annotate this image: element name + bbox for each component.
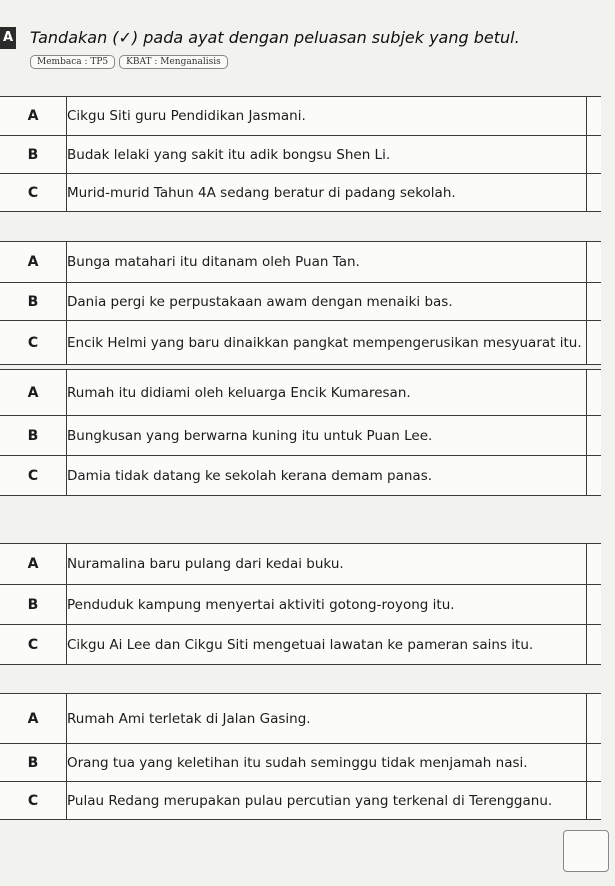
option-row xyxy=(0,321,601,365)
option-text: Bungkusan yang berwarna kuning itu untuk Puan Lee. xyxy=(67,416,587,456)
option-letter: B xyxy=(0,416,67,456)
tick-box[interactable] xyxy=(587,416,602,456)
option-letter: B xyxy=(0,744,67,782)
option-row xyxy=(0,585,601,625)
tick-box[interactable] xyxy=(587,544,602,585)
tag-tp: Membaca : TP5 xyxy=(30,55,115,69)
option-letter: B xyxy=(0,585,67,625)
option-row xyxy=(0,242,601,283)
option-letter: C xyxy=(0,174,67,212)
option-letter: A xyxy=(0,370,67,416)
option-letter: B xyxy=(0,283,67,321)
section-marker: A xyxy=(0,27,16,49)
option-row xyxy=(0,370,601,416)
option-text: Bunga matahari itu ditanam oleh Puan Tan. xyxy=(67,242,587,283)
instruction-text: Tandakan (✓) pada ayat dengan peluasan subjek yang betul. xyxy=(30,28,520,47)
option-text: Rumah itu didiami oleh keluarga Encik Kumaresan. xyxy=(67,370,587,416)
option-row xyxy=(0,544,601,585)
option-text: Cikgu Siti guru Pendidikan Jasmani. xyxy=(67,97,587,136)
option-text: Encik Helmi yang baru dinaikkan pangkat mempengerusikan mesyuarat itu. xyxy=(67,334,582,351)
tick-box[interactable] xyxy=(587,694,602,744)
option-text: Budak lelaki yang sakit itu adik bongsu Shen Li. xyxy=(67,136,587,174)
option-row xyxy=(0,416,601,456)
option-letter: A xyxy=(0,242,67,283)
question-4 xyxy=(0,543,601,665)
option-text: Nuramalina baru pulang dari kedai buku. xyxy=(67,544,587,585)
answer-box[interactable] xyxy=(563,830,609,872)
tick-box[interactable] xyxy=(587,174,602,212)
option-row xyxy=(0,456,601,496)
tag-kbat: KBAT : Menganalisis xyxy=(119,55,228,69)
skill-tags xyxy=(30,55,228,69)
option-letter: B xyxy=(0,136,67,174)
question-1 xyxy=(0,96,601,212)
tick-box[interactable] xyxy=(587,321,602,365)
option-row xyxy=(0,174,601,212)
option-text: Penduduk kampung menyertai aktiviti gotong-royong itu. xyxy=(67,585,587,625)
option-text: Cikgu Ai Lee dan Cikgu Siti mengetuai lawatan ke pameran sains itu. xyxy=(67,636,534,653)
option-text: Pulau Redang merupakan pulau percutian yang terkenal di Terengganu. xyxy=(67,792,553,809)
tick-box[interactable] xyxy=(587,744,602,782)
option-letter: C xyxy=(0,625,67,665)
tick-box[interactable] xyxy=(587,585,602,625)
tick-box[interactable] xyxy=(587,625,602,665)
tick-box[interactable] xyxy=(587,136,602,174)
tick-box[interactable] xyxy=(587,456,602,496)
tick-box[interactable] xyxy=(587,242,602,283)
option-text: Damia tidak datang ke sekolah kerana demam panas. xyxy=(67,467,433,484)
tick-box[interactable] xyxy=(587,283,602,321)
option-row xyxy=(0,625,601,665)
option-text: Murid-murid Tahun 4A sedang beratur di padang sekolah. xyxy=(67,184,456,201)
question-3 xyxy=(0,369,601,496)
tick-box[interactable] xyxy=(587,782,602,820)
tick-box[interactable] xyxy=(587,370,602,416)
option-letter: A xyxy=(0,694,67,744)
question-5 xyxy=(0,693,601,820)
option-row xyxy=(0,136,601,174)
option-letter: A xyxy=(0,97,67,136)
option-row xyxy=(0,97,601,136)
tick-box[interactable] xyxy=(587,97,602,136)
option-row xyxy=(0,744,601,782)
option-letter: C xyxy=(0,321,67,365)
option-row xyxy=(0,782,601,820)
option-text: Orang tua yang keletihan itu sudah seminggu tidak menjamah nasi. xyxy=(67,744,587,782)
question-2 xyxy=(0,241,601,365)
option-letter: C xyxy=(0,782,67,820)
option-letter: A xyxy=(0,544,67,585)
option-text: Rumah Ami terletak di Jalan Gasing. xyxy=(67,694,587,744)
option-letter: C xyxy=(0,456,67,496)
option-text: Dania pergi ke perpustakaan awam dengan menaiki bas. xyxy=(67,283,587,321)
option-row xyxy=(0,283,601,321)
option-row xyxy=(0,694,601,744)
